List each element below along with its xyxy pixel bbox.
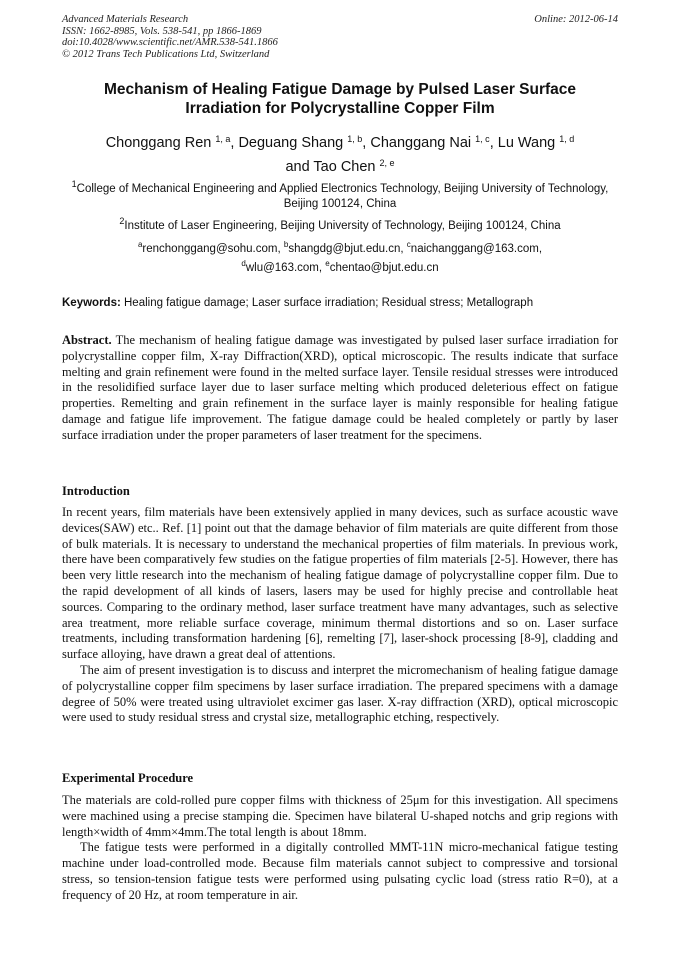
- title-line-1: Mechanism of Healing Fatigue Damage by Pulsed Laser Surface: [103, 81, 577, 98]
- abstract-label: Abstract.: [62, 333, 112, 347]
- author-sup: 2, e: [379, 158, 395, 169]
- email-link[interactable]: wlu@163.com,: [245, 262, 326, 274]
- introduction-paragraph-2: The aim of present investigation is to discuss and interpret the micromechanism of healing fatigue damage of polycrystalline copper film specimens by laser surface irradiation. The prepared specimens with a damage degree of 50% were treated using ultraviolet excimer gas laser. X-ray diffraction (XRD), optical microscopic were used to study residual stress and crystal size, metallographic etching, respectively.: [62, 662, 618, 725]
- title-line-2: Irradiation for Polycrystalline Copper Film: [185, 100, 495, 117]
- keywords: [62, 296, 618, 310]
- experimental-body: [62, 793, 618, 904]
- journal-header: [62, 14, 618, 60]
- author-sup: 1, a: [215, 134, 231, 145]
- email-list: [62, 240, 618, 278]
- author-name: Changgang Nai: [370, 135, 476, 151]
- affiliation-sup: 1: [71, 179, 77, 190]
- experimental-paragraph-2: The fatigue tests were performed in a digitally controlled MMT-11N micro-mechanical fatigue testing machine under load-controlled mode. Because film materials cannot subject to compressive and torsional stress, so tension-tension fatigue tests were performed using pulsating cyclic load (stress ratio R=0), at a frequency of 20 Hz, at room temperature in air.: [62, 840, 618, 902]
- abstract-text: The mechanism of healing fatigue damage was investigated by pulsed laser surface irradiation for polycrystalline copper film, X-ray Diffraction(XRD), optical microscopic. The results indicate that surface melting and grain refinement were found in the melted surface layer. Tensile residual stresses were introduced in the resolidified surface layer due to laser surface melting which produced deleterious effect on fatigue properties. Remelting and grain refinement in the surface layer is mainly responsible for healing fatigue damage and fatigue life improvement. The fatigue damage could be healed completely or partly by laser surface irradiation under the proper parameters of laser treatment for the specimens.: [62, 333, 618, 442]
- author-line-2: [62, 155, 618, 179]
- author-name: and Tao Chen: [285, 159, 380, 175]
- author-name: Chonggang Ren: [105, 135, 216, 151]
- copyright-line: © 2012 Trans Tech Publications Ltd, Switzerland: [62, 48, 270, 60]
- author-name: Lu Wang: [497, 135, 560, 151]
- email-link[interactable]: shangdg@bjut.edu.cn,: [288, 243, 407, 255]
- issn-line: ISSN: 1662-8985, Vols. 538-541, pp 1866-1869: [62, 25, 262, 37]
- email-link[interactable]: chentao@bjut.edu.cn: [329, 262, 439, 274]
- affiliation-sup: 2: [119, 216, 125, 227]
- author-name: Deguang Shang: [238, 135, 348, 151]
- author-sup: 1, b: [347, 134, 363, 145]
- introduction-heading: Introduction: [62, 484, 130, 498]
- author-list: [62, 131, 618, 179]
- experimental-paragraph-1: The materials are cold-rolled pure copper films with thickness of 25μm for this investigation. All specimens were machined using a precise stamping die. Specimen have bilateral U-shaped notchs and grip regions with length×width of 4mm×4mm.The total length is about 18mm.: [62, 793, 618, 839]
- email-line-2: $^d$wlu@163.com, $^e$chentao@bjut.edu.cn: [241, 259, 439, 274]
- paper-title: [62, 80, 618, 118]
- online-date: Online: 2012-06-14: [534, 14, 618, 25]
- affiliation-2: [62, 216, 618, 234]
- journal-name: Advanced Materials Research: [62, 14, 189, 25]
- email-link[interactable]: naichanggang@163.com,: [410, 243, 543, 255]
- email-link[interactable]: renchonggang@sohu.com,: [142, 243, 284, 255]
- introduction-body: [62, 505, 618, 726]
- doi-line: doi:10.4028/www.scientific.net/AMR.538-541.1866: [62, 37, 278, 48]
- author-sup: 1, d: [559, 134, 575, 145]
- experimental-heading: Experimental Procedure: [62, 771, 194, 785]
- email-line-1: $^a$renchonggang@sohu.com, $^b$shangdg@bjut.edu.cn, $^c$naichanggang@163.com,: [137, 240, 543, 255]
- affiliation-text: College of Mechanical Engineering and Applied Electronics Technology, Beijing University of Technology, Beijing 100124, China: [76, 183, 609, 210]
- author-sup: 1, c: [475, 134, 490, 145]
- affiliation-1: [62, 179, 618, 211]
- introduction-paragraph-1: In recent years, film materials have been extensively applied in many devices, such as surface acoustic wave devices(SAW) etc.. Ref. [1] point out that the damage behavior of film materials are quite different from those of bulk materials. It is necessary to understand the mechanical properties of film materials. In previous work, there have been comparatively few studies on the fatigue properties of film materials [2-5]. However, there has been very little research into the mechanism of healing fatigue damage of polycrystalline copper film. Due to the rapid development of all kinds of lasers, lasers may be used for highly precise and controllable heat sources. Comparing to the ordinary method, laser surface treatment have many advantages, such as selective area treatment, more reliable surface coverage, minimum thermal distortions and so on. Laser surface treatments, including transformation hardening [6], remelting [7], laser-shock processing [8-9], cladding and surface alloying, have drawn a great deal of attentions.: [62, 505, 618, 662]
- affiliation-text: Institute of Laser Engineering, Beijing University of Technology, Beijing 100124, China: [124, 220, 561, 232]
- keywords-text: Healing fatigue damage; Laser surface irradiation; Residual stress; Metallograph: [120, 297, 534, 309]
- keywords-label: Keywords:: [62, 297, 121, 309]
- author-line-1: Chonggang Ren $^{1, a}$, Deguang Shang $^{1, b}$, Changgang Nai $^{1, c}$, Lu Wang $^{1, d}$: [105, 134, 575, 151]
- abstract: [62, 333, 618, 444]
